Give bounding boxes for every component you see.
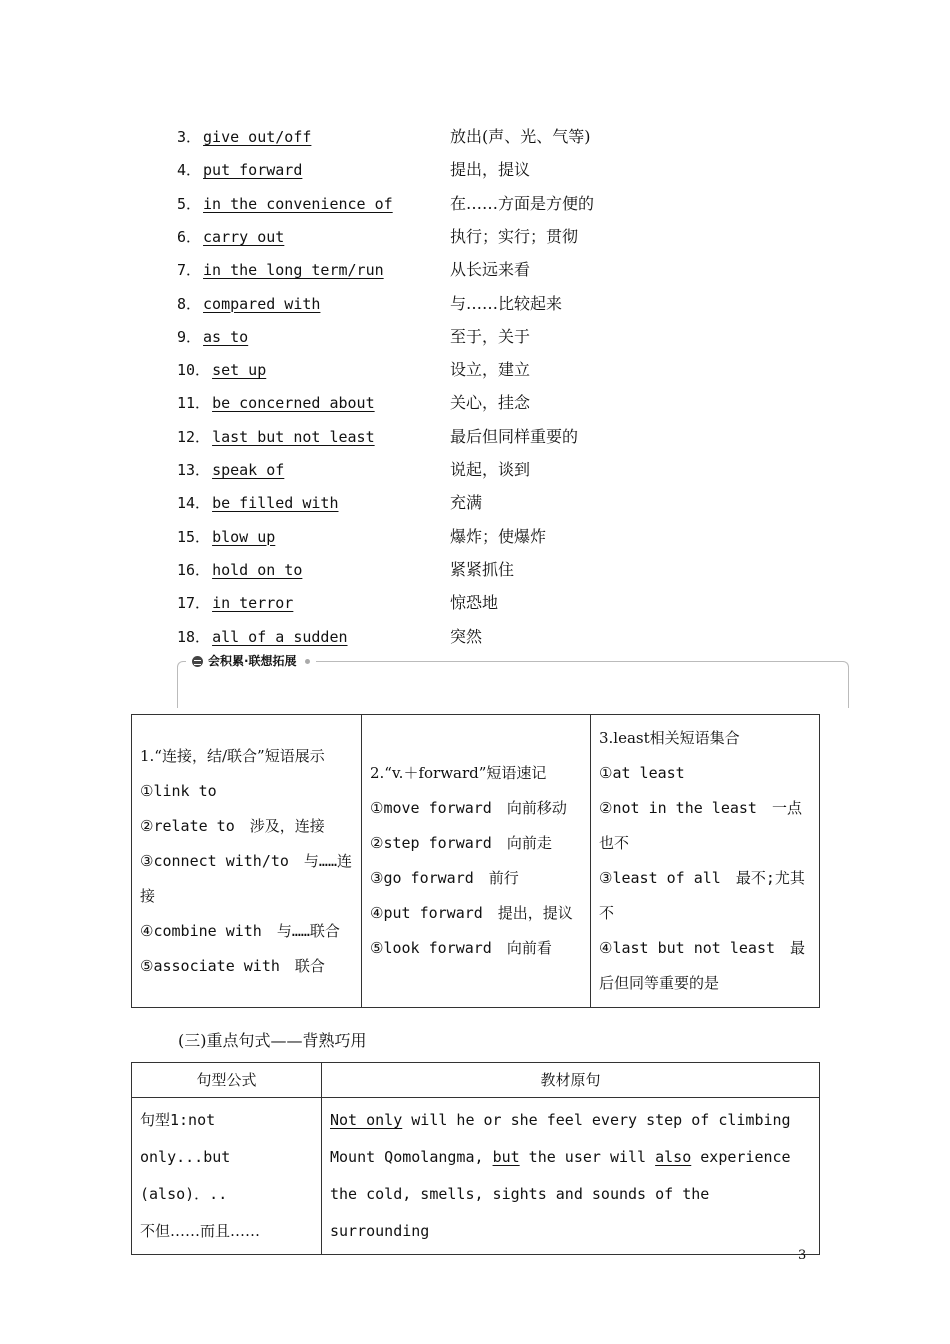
sentence-keyword: but (492, 1148, 520, 1166)
phrase-row (177, 255, 531, 285)
phrase-number: 6． (177, 227, 202, 246)
extension-item: ④combine with 与……联合 (140, 921, 340, 940)
phrase-row (177, 555, 515, 585)
phrase-english: set up (212, 361, 267, 380)
phrase-chinese: 与……比较起来 (450, 293, 563, 313)
pattern-formula: 句型1:not only...but (also)．.. (140, 1111, 231, 1203)
extension-item: ③connect with/to 与……连接 (140, 851, 352, 905)
sentence-text: the user will (519, 1148, 656, 1166)
phrase-chinese: 从长远来看 (450, 260, 531, 280)
phrase-chinese: 紧紧抓住 (450, 559, 515, 579)
phrase-number: 17． (177, 594, 211, 613)
original-sentence (322, 1098, 820, 1255)
accumulate-header (186, 652, 316, 670)
pattern-meaning: 不但……而且…… (140, 1222, 261, 1240)
accumulate-header-label: 会积累·联想拓展 (208, 654, 297, 668)
phrase-chinese: 关心，挂念 (450, 393, 531, 413)
phrase-chinese: 爆炸；使爆炸 (450, 526, 547, 546)
phrase-english: all of a sudden (212, 627, 348, 646)
phrase-number: 5． (177, 194, 202, 213)
extension-item: ⑤associate with 联合 (140, 956, 325, 975)
phrase-english: compared with (203, 294, 321, 313)
phrase-number: 12． (177, 427, 211, 446)
sentence-keyword: also (655, 1148, 692, 1166)
sentence-keyword: Not only (330, 1111, 403, 1129)
sentence-table (131, 1062, 820, 1255)
phrase-english: be concerned about (212, 394, 375, 413)
extension-item: ①link to (140, 781, 217, 800)
phrase-row (177, 455, 531, 485)
extension-table (131, 714, 820, 1008)
phrase-row (177, 588, 499, 618)
phrase-number: 15． (177, 527, 211, 546)
phrase-chinese: 惊恐地 (450, 593, 499, 613)
phrase-english: be filled with (212, 494, 339, 513)
page-number: 3 (798, 1248, 807, 1263)
extension-item: ①move forward 向前移动 (370, 799, 567, 817)
phrase-chinese: 至于，关于 (450, 326, 531, 346)
sentence-header-left: 句型公式 (132, 1063, 322, 1098)
phrase-english: carry out (203, 227, 285, 246)
phrase-row (177, 322, 531, 352)
phrase-english: put forward (203, 161, 303, 180)
phrase-row (177, 422, 579, 452)
phrase-number: 16． (177, 560, 211, 579)
phrase-row (177, 488, 483, 518)
extension-col-2 (362, 715, 591, 1008)
sentence-text: will he or she feel every step of climbing Mount Qomolangma, (330, 1111, 791, 1166)
phrase-number: 7． (177, 261, 202, 280)
phrase-chinese: 最后但同样重要的 (450, 426, 579, 446)
phrase-english: hold on to (212, 560, 303, 579)
phrase-number: 8． (177, 294, 202, 313)
extension-title-1: 1.“连接，结/联合”短语展示 (140, 746, 325, 765)
phrase-chinese: 充满 (450, 493, 483, 513)
extension-item: ②step forward 向前走 (370, 834, 552, 852)
dot-icon (305, 659, 310, 664)
extension-item: ⑤look forward 向前看 (370, 939, 552, 957)
phrase-chinese: 突然 (450, 626, 483, 646)
phrase-row (177, 388, 531, 418)
phrase-chinese: 在……方面是方便的 (450, 193, 595, 213)
phrase-number: 14． (177, 494, 211, 513)
phrase-row (177, 522, 547, 552)
phrase-row (177, 222, 579, 252)
phrase-row (177, 155, 531, 185)
extension-title-3: 3.least相关短语集合 (599, 729, 740, 747)
extension-item: ③go forward 前行 (370, 869, 519, 887)
phrase-chinese: 设立，建立 (450, 360, 531, 380)
phrase-chinese: 说起，谈到 (450, 460, 531, 479)
phrase-english: in terror (212, 594, 294, 613)
section-title: (三)重点句式——背熟巧用 (178, 1031, 367, 1050)
extension-title-2: 2.“v.＋forward”短语速记 (370, 764, 547, 782)
phrase-number: 13． (177, 461, 211, 479)
phrase-row (177, 122, 591, 152)
phrase-chinese: 放出(声、光、气等) (450, 127, 591, 146)
book-icon (192, 656, 203, 667)
phrase-english: last but not least (212, 427, 375, 446)
phrase-english: give out/off (203, 128, 312, 146)
pattern-cell (132, 1098, 322, 1255)
phrase-english: in the long term/run (203, 261, 384, 280)
phrase-number: 11． (177, 394, 211, 413)
phrase-row (177, 622, 483, 652)
extension-item: ③least of all 最不;尤其不 (599, 869, 805, 922)
phrase-english: blow up (212, 527, 276, 546)
phrase-chinese: 提出，提议 (450, 160, 531, 180)
sentence-header-right: 教材原句 (322, 1063, 820, 1098)
phrase-number: 3． (177, 128, 202, 146)
sentence-text: experience the cold, smells, sights and sounds of the surrounding (330, 1148, 791, 1240)
extension-item: ④last but not least 最后但同等重要的是 (599, 939, 806, 992)
extension-col-3 (591, 715, 820, 1008)
extension-item: ①at least (599, 764, 685, 782)
phrase-row (177, 355, 531, 385)
phrase-number: 9． (177, 327, 202, 346)
extension-col-1 (132, 715, 362, 1008)
extension-item: ②not in the least 一点也不 (599, 799, 802, 852)
phrase-number: 10． (177, 361, 211, 380)
phrase-chinese: 执行；实行；贯彻 (450, 226, 579, 246)
phrase-english: speak of (212, 461, 285, 479)
extension-item: ④put forward 提出，提议 (370, 904, 573, 922)
extension-item: ②relate to 涉及，连接 (140, 816, 325, 835)
phrase-english: in the convenience of (203, 194, 393, 213)
phrase-row (177, 189, 595, 219)
phrase-number: 4． (177, 161, 202, 180)
phrase-row (177, 289, 563, 319)
phrase-number: 18． (177, 627, 211, 646)
phrase-english: as to (203, 327, 249, 346)
